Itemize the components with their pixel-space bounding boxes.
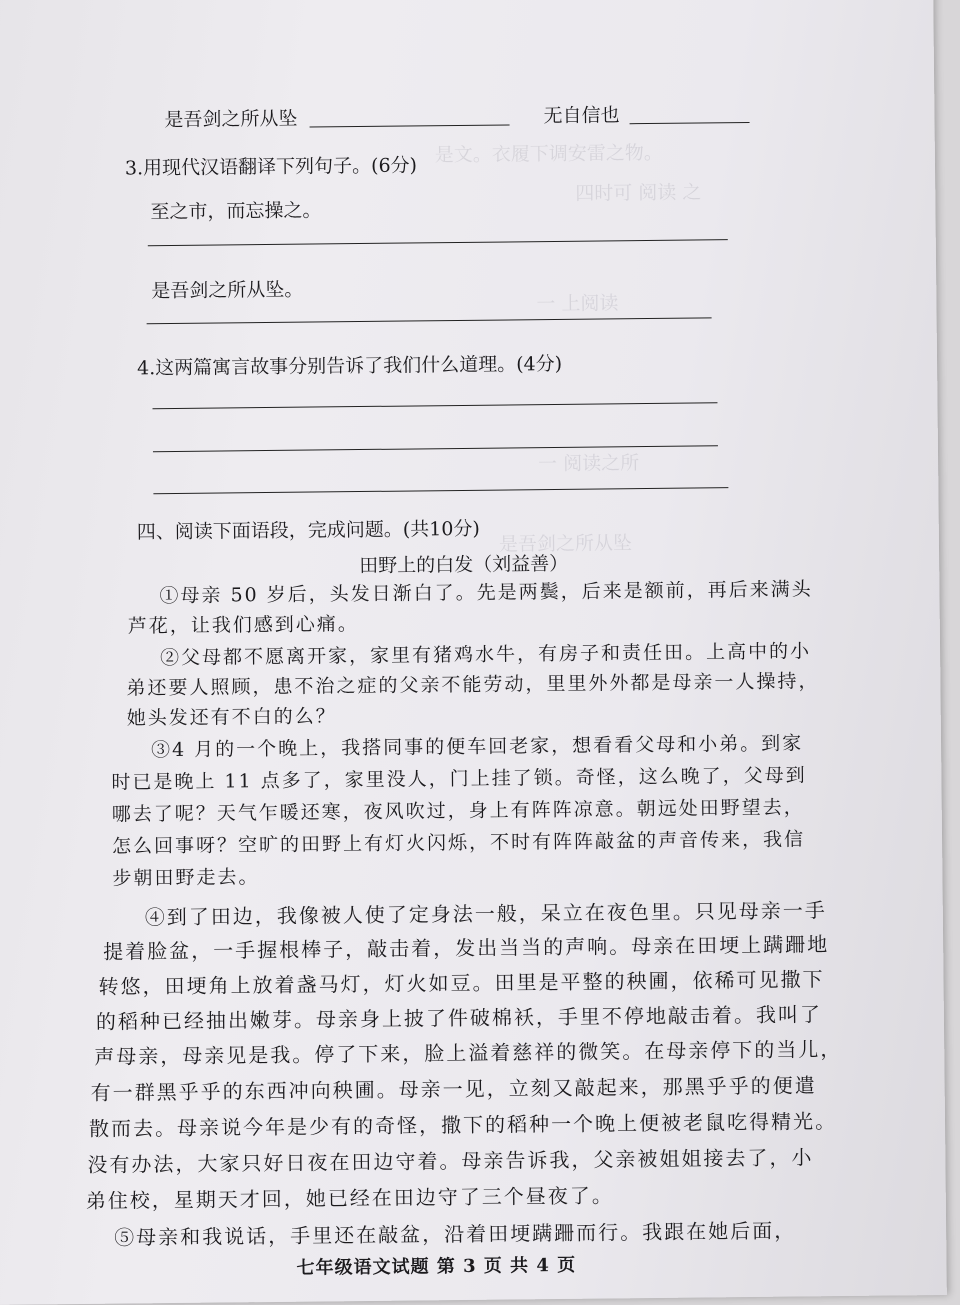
question-3: 3.用现代汉语翻译下列句子。(6分) (124, 154, 418, 180)
answer-line-a (164, 99, 749, 132)
answer-blank[interactable] (630, 122, 750, 124)
page-footer: 七年级语文试题 第 3 页 共 4 页 (296, 1254, 577, 1279)
passage-line: 没有办法，大家只好日夜在田边守着。母亲告诉我，父亲被姐姐接去了，小 (87, 1145, 814, 1177)
passage-line: ⑤母亲和我说话，手里还在敲盆，沿着田埂蹒跚而行。我跟在她后面， (114, 1218, 797, 1250)
passage-line: 有一群黑乎乎的东西冲向秧圃。母亲一见，立刻又敲起来，那黑乎乎的便遣 (90, 1073, 817, 1105)
passage-line: 步朝田野走去。 (112, 866, 260, 890)
question-3-sentence-2: 是吾剑之所从坠。 (151, 278, 304, 303)
phrase-right: 无自信也 (543, 104, 620, 128)
question-3-sentence-1: 至之市，而忘操之。 (150, 199, 322, 224)
passage-line: 散而去。母亲说今年是少有的奇怪，撒下的稻种一个晚上便被老鼠吃得精光。 (88, 1109, 838, 1141)
passage-line: 芦花，让我们感到心痛。 (127, 613, 359, 638)
question-4: 4.这两篇寓言故事分别告诉了我们什么道理。(4分) (136, 352, 563, 380)
passage-line: ①母亲 50 岁后，头发日渐白了。先是两鬓，后来是额前，再后来满头 (159, 578, 813, 608)
passage-line: 哪去了呢？天气乍暖还寒，夜风吹过，身上有阵阵凉意。朝远处田野望去， (111, 796, 805, 826)
passage-line: 时已是晚上 11 点多了，家里没人，门上挂了锁。奇怪，这么晚了，父母到 (111, 764, 807, 794)
passage-line: 声母亲，母亲见是我。停了下来，脸上溢着慈祥的微笑。在母亲停下的当儿， (94, 1037, 843, 1069)
passage-line: ④到了田边，我像被人使了定身法一般，呆立在夜色里。只见母亲一手 (144, 898, 827, 930)
bleed-through-text: 四时可 阅读 之 (575, 181, 702, 205)
passage-line: 提着脸盆，一手握根棒子，敲击着，发出当当的声响。母亲在田埂上蹒跚地 (103, 932, 830, 964)
bleed-through-text: 是吾剑之所从坠 (498, 532, 633, 556)
answer-blank[interactable] (153, 487, 728, 494)
phrase-left: 是吾剑之所从坠 (164, 107, 298, 132)
answer-blank[interactable] (310, 124, 510, 127)
answer-blank[interactable] (148, 239, 728, 246)
passage-line: 转悠，田埂角上放着盏马灯，灯火如豆。田里是平整的秧圃，依稀可见撒下 (98, 967, 825, 999)
passage-title: 田野上的白发（刘益善） (359, 552, 569, 578)
passage-line: ③4 月的一个晚上，我搭同事的便车回老家，想看看父母和小弟。到家 (150, 732, 804, 762)
answer-blank[interactable] (153, 402, 718, 409)
passage-line: ②父母都不愿离开家，家里有猪鸡水牛，有房子和责任田。上高中的小 (160, 640, 812, 670)
passage-line: 的稻种已经抽出嫩芽。母亲身上披了件破棉袄，手里不停地敲击着。我叫了 (95, 1002, 823, 1034)
bleed-through-text: 一 上阅读 (536, 292, 619, 316)
section-4-heading: 四、阅读下面语段，完成问题。(共10分) (136, 517, 480, 544)
passage-line: 弟住校，星期天才回，她已经在田边守了三个昼夜了。 (85, 1183, 614, 1213)
answer-blank[interactable] (147, 317, 712, 324)
bleed-through-text: 是文。衣履下调安雷之物。 (434, 141, 663, 167)
passage-line: 怎么回事呀？空旷的田野上有灯火闪烁，不时有阵阵敲盆的声音传来，我信 (111, 828, 806, 858)
passage-line: 她头发还有不白的么？ (126, 705, 337, 730)
bleed-through-text: 一 阅读之所 (537, 452, 640, 476)
passage-line: 弟还要人照顾，患不治之症的父亲不能劳动，里里外外都是母亲一人操持， (126, 670, 820, 700)
